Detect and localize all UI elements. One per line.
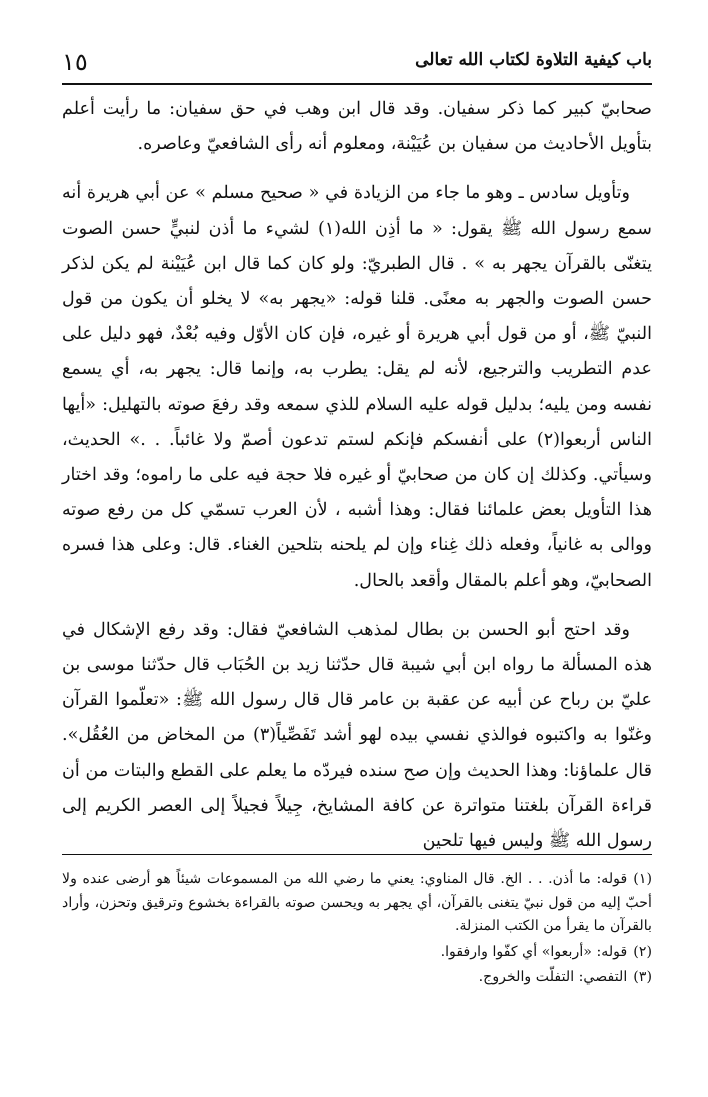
paragraph: صحابيّ كبير كما ذكر سفيان. وقد قال ابن وهب في حق سفيان: ما رأيت أعلم بتأويل الأحاديث من سفيان بن عُيَيْنة، ومعلوم أنه رأى الشافعيّ وعاصره. xyxy=(62,99,652,155)
paragraph: وقد احتج أبو الحسن بن بطال لمذهب الشافعيّ فقال: وقد رفع الإشكال في هذه المسألة ما رواه ابن أبي شيبة قال حدّثنا زيد بن الحُبَاب قال حدّثنا موسى بن عليّ بن رباح عن أبيه عن عقبة بن عامر قال قال رسول الله ﷺ: «تعلّموا القرآن وغنّوا به واكتبوه فوالذي نفسي بيده لهو أشد تَفَصِّياً(٣) من المخاض من العُقُل». قال علماؤنا: وهذا الحديث وإن صح سنده فيردّه ما يعلم على القطع والبتات من أن قراءة القرآن بلغتنا متواترة عن كافة المشايخ، جِيلاً فجيلاً إلى العصر الكريم إلى رسول الله ﷺ وليس فيها تلحين xyxy=(62,619,652,852)
footnote-text: قوله: «أربعوا» أي كفّوا وارفقوا. xyxy=(440,943,628,960)
page-number: ١٥ xyxy=(62,48,88,76)
paragraph: وتأويل سادس ـ وهو ما جاء من الزيادة في « صحيح مسلم » عن أبي هريرة أنه سمع رسول الله ﷺ يقول: « ما أذِن الله(١) لشيء ما أذن لنبيٍّ حسن الصوت يتغنّى بالقرآن يجهر به » . قال الطبريّ: ولو كان كما قال ابن عُيَيْنة لم يكن لذكر حسن الصوت والجهر به معنًى. قلنا قوله: «يجهر به» لا يخلو أن يكون من قول النبيّ ﷺ، أو من قول أبي هريرة أو غيره، فإن كان الأوّل وفيه بُعْدٌ، فهو دليل على عدم التطريب والترجيع، لأنه لم يقل: يطرب به، وإنما قال: يجهر به، أي يسمع نفسه ومن يليه؛ بدليل قوله عليه السلام للذي سمعه وقد رفعَ صوته بالتهليل: «أيها الناس أربعوا(٢) على أنفسكم فإنكم لستم تدعون أصمّ ولا غائباً. . .» الحديث، وسيأتي. وكذلك إن كان من صحابيّ أو غيره فلا حجة فيه على ما راموه؛ وقد اختار هذا التأويل بعض علمائنا فقال: وهذا أشبه ، لأن العرب تسمّي كل من رفع صوته ووالى به غانياً، وفعله ذلك غِناء وإن لم يلحنه بتلحين الغناء. قال: وعلى هذا فسره الصحابيّ، وهو أعلم بالمقال وأقعد بالحال. xyxy=(62,183,652,591)
header-rule xyxy=(62,83,652,85)
main-text xyxy=(62,92,652,859)
footnote xyxy=(62,966,652,990)
page-header xyxy=(62,42,652,82)
footnotes xyxy=(62,868,652,990)
footnote xyxy=(62,941,652,965)
running-title: باب كيفية التلاوة لكتاب الله تعالى xyxy=(415,50,652,70)
footnote-text: التفصي: التفلّت والخروج. xyxy=(478,969,628,985)
footnote-number: (١) xyxy=(633,871,652,887)
footnote-number: (٢) xyxy=(633,943,652,960)
footnote-text: قوله: ما أذن. . . الخ. قال المناوي: يعني ما رضي الله من المسموعات شيئاً هو أرضى عنده ولا أحبّ إليه من قول نبيّ يتغنى بالقرآن، أي يجهر به ويحسن صوته بالقراءة بخشوع وترقيق وتحزن، وأراد بالقرآن ما يقرأ من الكتب المنزلة. xyxy=(62,871,652,934)
footnote-number: (٣) xyxy=(633,969,652,985)
footnote-rule xyxy=(62,854,652,855)
footnote xyxy=(62,868,652,939)
